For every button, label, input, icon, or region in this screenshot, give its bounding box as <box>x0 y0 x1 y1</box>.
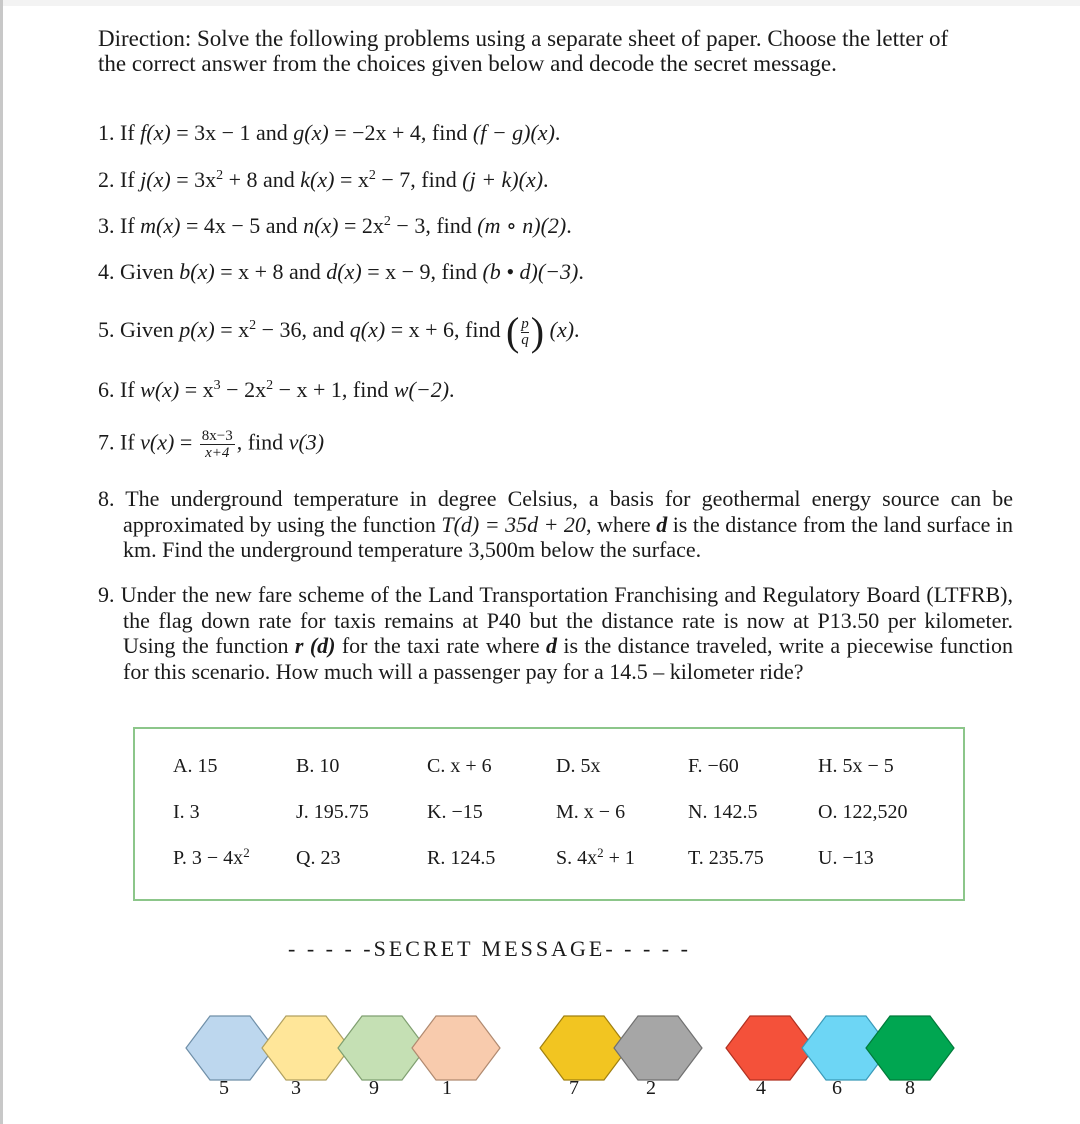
problem-2: 2. If $j(x) = 3x^2 + 8$ and $k(x) = x^2 - 7$, find (j + k)(x). <box>98 167 549 192</box>
problem-6: 6. If $w(x) = x^3 - 2x^2 - x + 1$, find w(−2). <box>98 377 455 402</box>
fraction: $\frac{8x-3}{x+4}$ <box>201 428 233 461</box>
hexagon-number-2: 3 <box>291 1077 301 1099</box>
choice-p: P. $3 - 4x^2$ <box>173 845 250 869</box>
p-over-q-fraction: $\frac{p}{q}$ <box>521 315 529 348</box>
page-top-strip <box>0 0 1080 6</box>
choice-m: M. x − 6 <box>556 801 626 823</box>
choice-b: B. 10 <box>296 755 340 777</box>
choice-s: S. $4x^2 + 1$ <box>556 845 635 869</box>
hexagon-4 <box>412 1016 500 1080</box>
problem-9: 9. Under the new fare scheme of the Land Transportation Franchising and Regulatory Board (LTFRB), the flag down rate for taxis remains at P40 but the distance rate is now at P13.50 per kilometer. Using the function r (d) for the taxi rate where d is the distance traveled, write a piecewise function for this scenario. How much will a passenger pay for a 14.5 – kilometer ride? <box>98 582 1014 684</box>
hexagon-7 <box>726 1016 814 1080</box>
choice-j: J. 195.75 <box>296 801 369 823</box>
hexagon-number-5: 7 <box>569 1077 579 1099</box>
choice-t: T. 235.75 <box>688 847 764 869</box>
hexagon-9 <box>866 1016 954 1080</box>
answer-choices-box <box>133 727 965 901</box>
page-left-edge <box>0 0 3 1124</box>
choice-u: U. −13 <box>818 847 874 869</box>
hexagon-6 <box>614 1016 702 1080</box>
problem-8: 8. The underground temperature in degree Celsius, a basis for geothermal energy source can be approximated by using the function T(d) = 35d + 20, where d is the distance from the land surface in km. Find the underground temperature 3,500m below the surface. <box>98 486 1013 562</box>
choice-f: F. −60 <box>688 755 739 777</box>
hexagon-1 <box>186 1016 274 1080</box>
problem-5: 5. Given $p(x) = x^2 - 36$, and q(x) = x + 6, find ( $\frac{p}{q}$ ) (x). <box>98 309 580 354</box>
problem-7: 7. If v(x) = $\frac{8x-3}{x+4}$ , find v(3) <box>98 428 325 461</box>
problem-1: 1. If f(x) = 3x − 1 and g(x) = −2x + 4, find (f − g)(x). <box>98 120 561 145</box>
choice-c: C. x + 6 <box>427 755 492 777</box>
choice-i: I. 3 <box>173 801 200 823</box>
choice-o: O. 122,520 <box>818 801 908 823</box>
hexagon-number-6: 2 <box>646 1077 656 1099</box>
hexagon-number-1: 5 <box>219 1077 229 1099</box>
secret-message-title: - - - - -SECRET MESSAGE- - - - - <box>288 936 691 961</box>
choice-h: H. 5x − 5 <box>818 755 894 777</box>
hexagon-number-7: 4 <box>756 1077 766 1099</box>
choice-n: N. 142.5 <box>688 801 758 823</box>
hexagon-2 <box>262 1016 350 1080</box>
choice-r: R. 124.5 <box>427 847 496 869</box>
problem-3: 3. If m(x) = 4x − 5 and $n(x) = 2x^2 - 3$, find (m ∘ n)(2). <box>98 213 572 238</box>
hexagon-number-8: 6 <box>832 1077 842 1099</box>
left-paren: ( <box>505 309 520 354</box>
right-paren: ) <box>530 309 545 354</box>
choice-a: A. 15 <box>173 755 218 777</box>
choice-k: K. −15 <box>427 801 483 823</box>
hexagon-number-9: 8 <box>905 1077 915 1099</box>
hexagon-number-4: 1 <box>442 1077 452 1099</box>
problem-4: 4. Given b(x) = x + 8 and d(x) = x − 9, find (b • d)(−3). <box>98 259 584 284</box>
direction-text: Direction: Solve the following problems using a separate sheet of paper. Choose the letter of the correct answer from the choices given below and decode the secret message. <box>98 26 949 76</box>
hexagon-number-3: 9 <box>369 1077 379 1099</box>
choice-q: Q. 23 <box>296 847 341 869</box>
choice-d: D. 5x <box>556 755 601 777</box>
